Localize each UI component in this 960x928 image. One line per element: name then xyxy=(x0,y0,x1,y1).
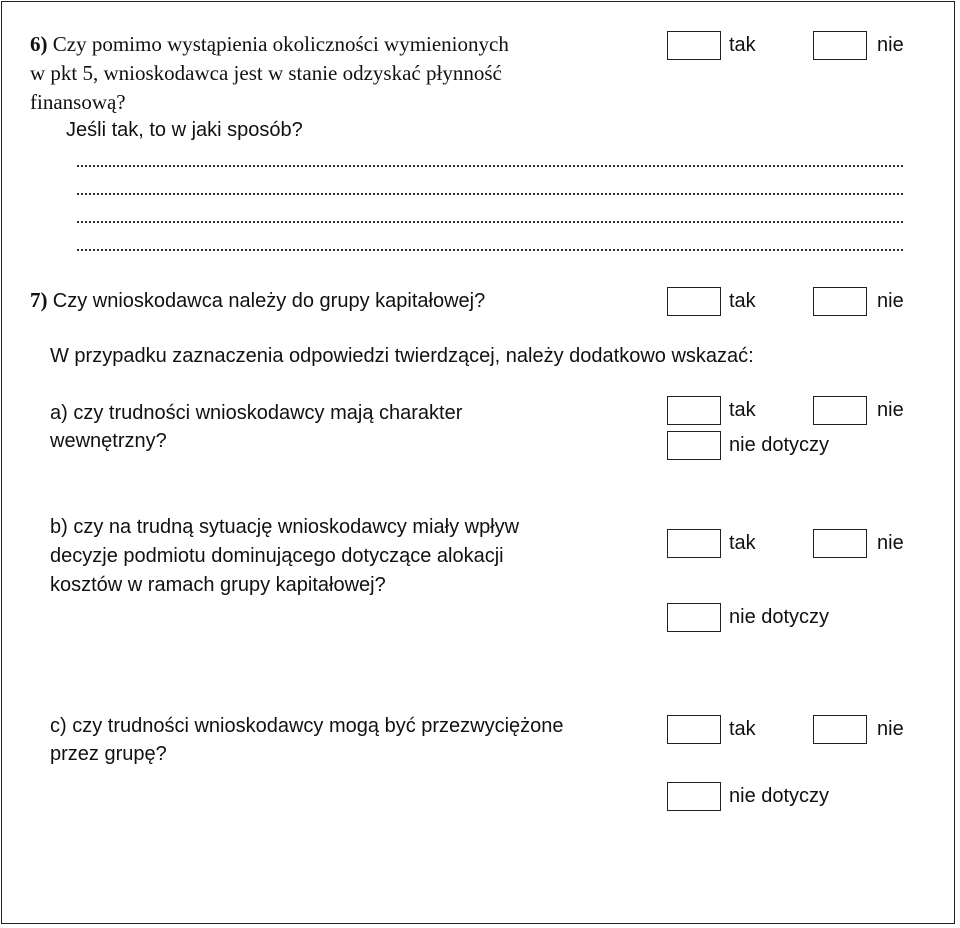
q6-no-checkbox[interactable] xyxy=(813,31,867,60)
qb-no-checkbox[interactable] xyxy=(813,529,867,558)
qa-na-checkbox[interactable] xyxy=(667,431,721,460)
qb-na-checkbox[interactable] xyxy=(667,603,721,632)
qa-na-label: nie dotyczy xyxy=(729,434,830,456)
qc-text-line2: przez grupę? xyxy=(50,743,167,765)
q6-text-line2: w pkt 5, wnioskodawca jest w stanie odzyskać płynność xyxy=(30,61,502,85)
qb-yes-label: tak xyxy=(729,532,756,554)
qc-yes-checkbox[interactable] xyxy=(667,715,721,744)
q7-yes-checkbox[interactable] xyxy=(667,287,721,316)
q6-yes-checkbox[interactable] xyxy=(667,31,721,60)
q6-number: 6) xyxy=(30,32,48,56)
qb-text-line3: kosztów w ramach grupy kapitałowej? xyxy=(50,574,386,596)
qc-na-checkbox[interactable] xyxy=(667,782,721,811)
q6-text-line1: Czy pomimo wystąpienia okoliczności wymienionych xyxy=(52,32,509,56)
q7-line xyxy=(30,286,485,316)
q7-no-label: nie xyxy=(877,290,904,312)
qb-text-line2: decyzje podmiotu dominującego dotyczące alokacji xyxy=(50,545,504,567)
q7-text: Czy wnioskodawca należy do grupy kapitałowej? xyxy=(52,290,486,312)
qa-text-line1: a) czy trudności wnioskodawcy mają charakter xyxy=(50,402,463,424)
qc-no-label: nie xyxy=(877,718,904,740)
qc-no-checkbox[interactable] xyxy=(813,715,867,744)
qc-yes-label: tak xyxy=(729,718,756,740)
qc-text-line1: c) czy trudności wnioskodawcy mogą być przezwyciężone xyxy=(50,715,564,737)
qb-na-label: nie dotyczy xyxy=(729,606,830,628)
q6-followup: Jeśli tak, to w jaki sposób? xyxy=(66,119,303,141)
qa-text-line2: wewnętrzny? xyxy=(50,430,167,452)
qb-no-label: nie xyxy=(877,532,904,554)
q6-text-line3: finansową? xyxy=(30,90,126,114)
q7-no-checkbox[interactable] xyxy=(813,287,867,316)
q7-number: 7) xyxy=(30,288,48,312)
qa-no-label: nie xyxy=(877,399,904,421)
q7-instruction: W przypadku zaznaczenia odpowiedzi twierdzącej, należy dodatkowo wskazać: xyxy=(50,345,754,367)
answer-line-3[interactable] xyxy=(77,219,903,223)
q6-no-label: nie xyxy=(877,34,904,56)
answer-line-1[interactable] xyxy=(77,163,903,167)
qa-yes-checkbox[interactable] xyxy=(667,396,721,425)
qa-yes-label: tak xyxy=(729,399,756,421)
answer-line-4[interactable] xyxy=(77,247,903,251)
q6-yes-label: tak xyxy=(729,34,756,56)
qa-no-checkbox[interactable] xyxy=(813,396,867,425)
q7-yes-label: tak xyxy=(729,290,756,312)
qc-na-label: nie dotyczy xyxy=(729,785,830,807)
qb-yes-checkbox[interactable] xyxy=(667,529,721,558)
q6-line1 xyxy=(30,30,509,59)
answer-line-2[interactable] xyxy=(77,191,903,195)
qb-text-line1: b) czy na trudną sytuację wnioskodawcy miały wpływ xyxy=(50,516,520,538)
